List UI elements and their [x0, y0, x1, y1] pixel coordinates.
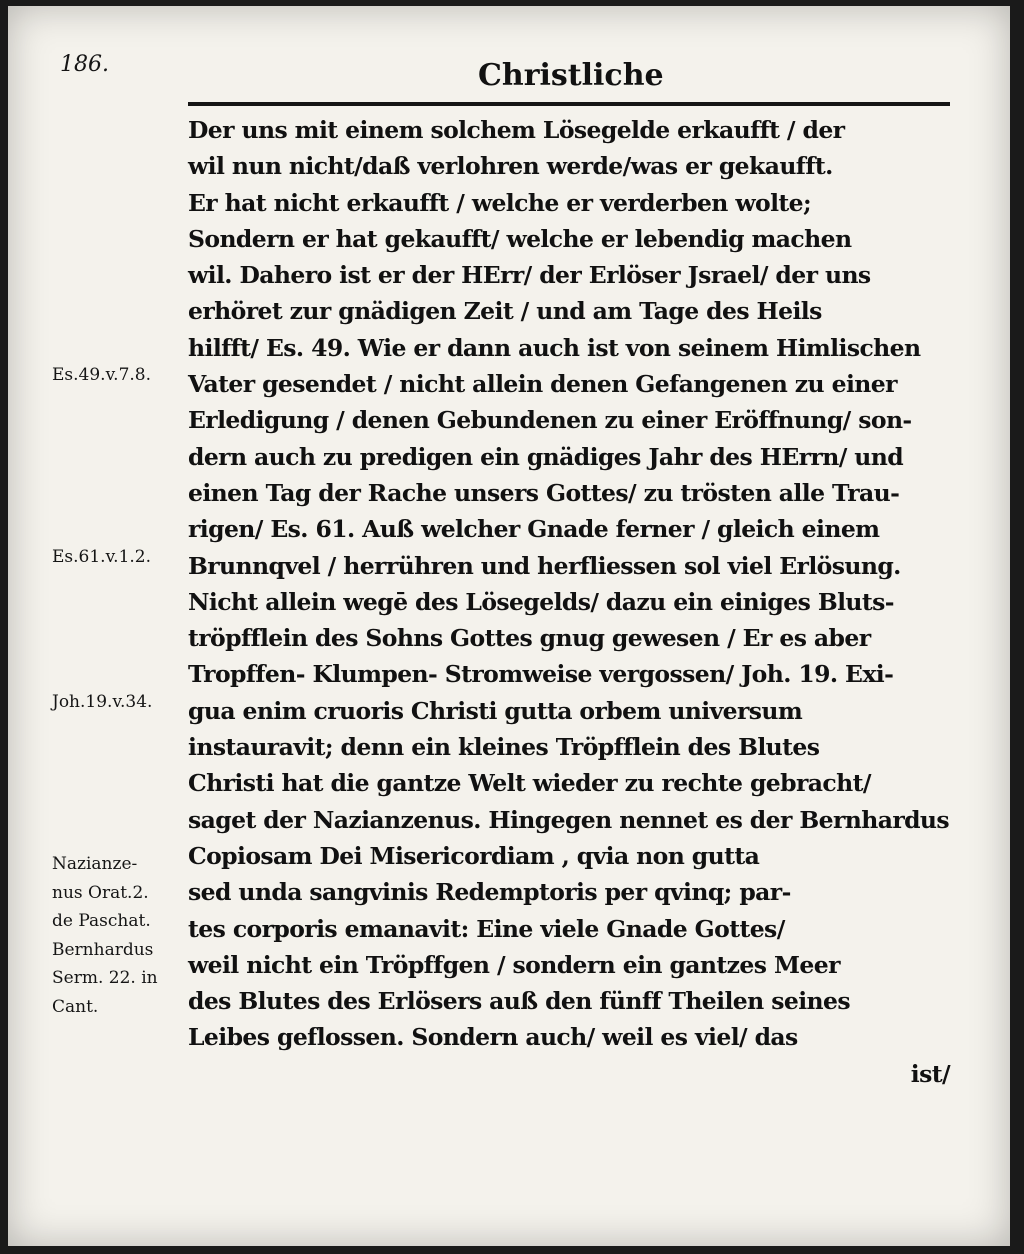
margin-source-line: Serm. 22. in: [52, 968, 158, 988]
text-line: gua enim cruoris Christi gutta orbem universum: [188, 696, 803, 725]
book-page: [8, 6, 1010, 1246]
margin-source-line: de Paschat.: [52, 911, 151, 931]
page-number: 186.: [60, 52, 109, 77]
text-line: einen Tag der Rache unsers Gottes/ zu trösten alle Trau-: [188, 478, 900, 507]
header-rule: [188, 102, 950, 106]
margin-source-line: nus Orat.2.: [52, 882, 149, 903]
text-line: tes corporis emanavit: Eine viele Gnade Gottes/: [188, 914, 785, 943]
text-line: wil nun nicht/daß verlohren werde/was er gekaufft.: [188, 152, 833, 181]
body-text: [188, 112, 960, 1092]
text-line: Copiosam Dei Misericordiam , qvia non gutta: [188, 841, 760, 870]
running-head: Christliche: [478, 58, 664, 93]
text-line: tröpfflein des Sohns Gottes gnug gewesen / Er es aber: [188, 624, 871, 653]
text-line: weil nicht ein Tröpffgen / sondern ein gantzes Meer: [188, 950, 840, 979]
text-line: Tropffen- Klumpen- Stromweise vergossen/ Joh. 19. Exi-: [188, 660, 894, 689]
text-line: wil. Dahero ist er der HErr/ der Erlöser Jsrael/ der uns: [188, 261, 871, 290]
text-line: des Blutes des Erlösers auß den fünff Theilen seines: [188, 987, 851, 1016]
margin-source-line: Nazianze-: [52, 854, 138, 874]
text-line: Er hat nicht erkaufft / welche er verderben wolte;: [188, 188, 812, 217]
text-line: Erledigung / denen Gebundenen zu einer Eröffnung/ son-: [188, 406, 912, 435]
text-line: erhöret zur gnädigen Zeit / und am Tage des Heils: [188, 297, 822, 326]
text-line-catchword: ist/: [910, 1059, 950, 1088]
text-line: dern auch zu predigen ein gnädiges Jahr des HErrn/ und: [188, 442, 904, 471]
text-line: saget der Nazianzenus. Hingegen nennet es der Bernhardus: [188, 805, 950, 834]
margin-note-es61: Es.61.v.1.2.: [52, 547, 152, 567]
margin-note-joh19: Joh.19.v.34.: [52, 692, 153, 712]
margin-source-line: Bernhardus: [52, 939, 154, 960]
text-line: sed unda sangvinis Redemptoris per qvinq; par-: [188, 878, 791, 907]
text-line: Der uns mit einem solchem Lösegelde erkaufft / der: [188, 116, 845, 144]
margin-source-line: Cant.: [52, 996, 99, 1017]
text-line: hilfft/ Es. 49. Wie er dann auch ist von seinem Himlischen: [188, 333, 921, 362]
text-line: Christi hat die gantze Welt wieder zu rechte gebracht/: [188, 769, 871, 798]
margin-note-es49: Es.49.v.7.8.: [52, 365, 152, 385]
text-line: rigen/ Es. 61. Auß welcher Gnade ferner / gleich einem: [188, 515, 880, 544]
text-line: Leibes geflossen. Sondern auch/ weil es viel/ das: [188, 1023, 798, 1052]
text-line: Nicht allein wegē des Lösegelds/ dazu ein einiges Bluts-: [188, 587, 894, 616]
text-line: Brunnqvel / herrühren und herfliessen sol viel Erlösung.: [188, 551, 901, 580]
text-line: Vater gesendet / nicht allein denen Gefangenen zu einer: [188, 370, 897, 399]
margin-note-sources: [52, 850, 158, 1021]
text-line: Sondern er hat gekaufft/ welche er lebendig machen: [188, 224, 852, 253]
text-line: instauravit; denn ein kleines Tröpfflein des Blutes: [188, 733, 820, 762]
